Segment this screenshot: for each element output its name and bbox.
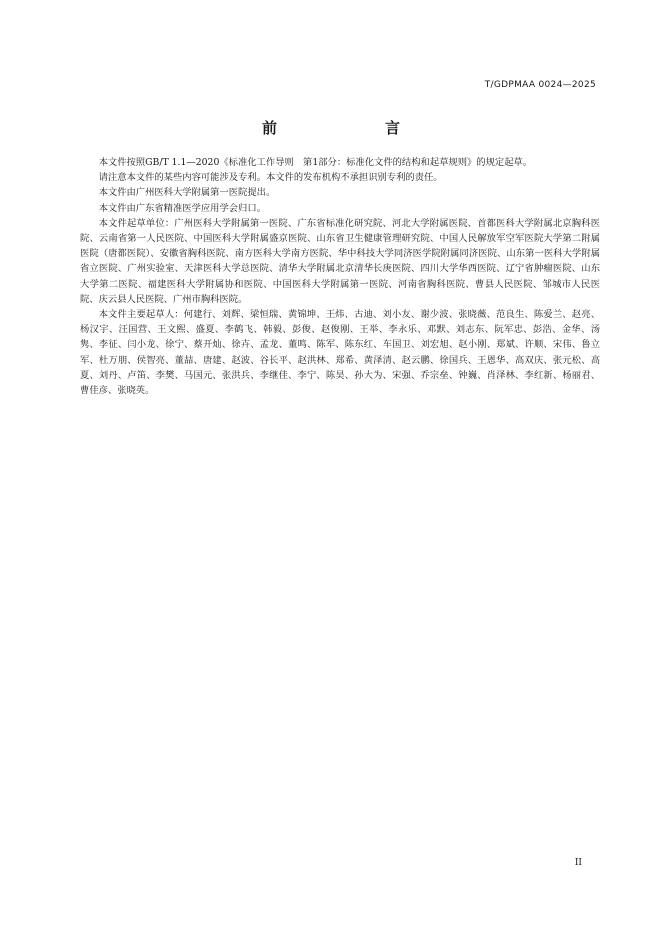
paragraph-patent-notice: 请注意本文件的某些内容可能涉及专利。本文件的发布机构不承担识别专利的责任。 [98, 172, 443, 184]
paragraph-drafters: 本文件主要起草人：何建行、刘辉、梁恒瑞、黄锦坤、王炜、古迪、刘小友、谢少波、张晓薇、范良生、陈爱兰、赵亮、杨汉宇、汪国营、王文熙、盛夏、李鹤飞、韩毅、彭俊、赵俊刚、王举、李永乐、邓默、刘志东、阮军忠、彭浩、金华、汤隽、李征、闫小龙、徐宁、蔡开灿、徐卉、孟龙、董鸣、陈军、陈东红、车国卫、刘宏旭、赵小刚、郑斌、许顺、宋伟、鲁立军、杜万朋、侯智亮、董喆、唐建、赵波、谷长平、赵洪林、郑希、黄泽清、赵云鹏、徐国兵、王恩华、高双庆、张元松、高夏、刘丹、卢笛、李樊、马国元、张洪兵、李继佳、李宁、陈昊、孙大为、宋强、乔宗垒、钟巍、肖泽林、李红新、杨丽君、曹佳彦、张晓英。 [80, 309, 600, 397]
page-title: 前 言 [261, 119, 426, 137]
paragraph-drafting-rule: 本文件按照GB/T 1.1—2020《标准化工作导则 第1部分：标准化文件的结构和起草规则》的规定起草。 [98, 157, 533, 168]
paragraph-administrator: 本文件由广东省精准医学应用学会归口。 [98, 202, 266, 214]
paragraph-proposer: 本文件由广州医科大学附属第一医院提出。 [98, 187, 276, 199]
standard-code: T/GDPMAA 0024—2025 [484, 80, 596, 90]
foreword-body [80, 155, 600, 398]
page-number: II [574, 858, 582, 868]
paragraph-drafting-units: 本文件起草单位：广州医科大学附属第一医院、广东省标准化研究院、河北大学附属医院、首都医科大学附属北京胸科医院、云南省第一人民医院、中国医科大学附属盛京医院、山东省卫生健康管理研究院、中国人民解放军空军医院大学第二附属医院（唐都医院）、安徽省胸科医院、南方医科大学南方医院、华中科技大学同济医学院附属同济医院、山东第一医科大学附属省立医院、广州实验室、天津医科大学总医院、清华大学附属北京清华长庚医院、四川大学华西医院、辽宁省肿瘤医院、山东大学第二医院、福建医科大学附属协和医院、中国医科大学附属第一医院、河南省胸科医院、曹县人民医院、邹城市人民医院、庆云县人民医院、广州市胸科医院。 [80, 217, 600, 305]
